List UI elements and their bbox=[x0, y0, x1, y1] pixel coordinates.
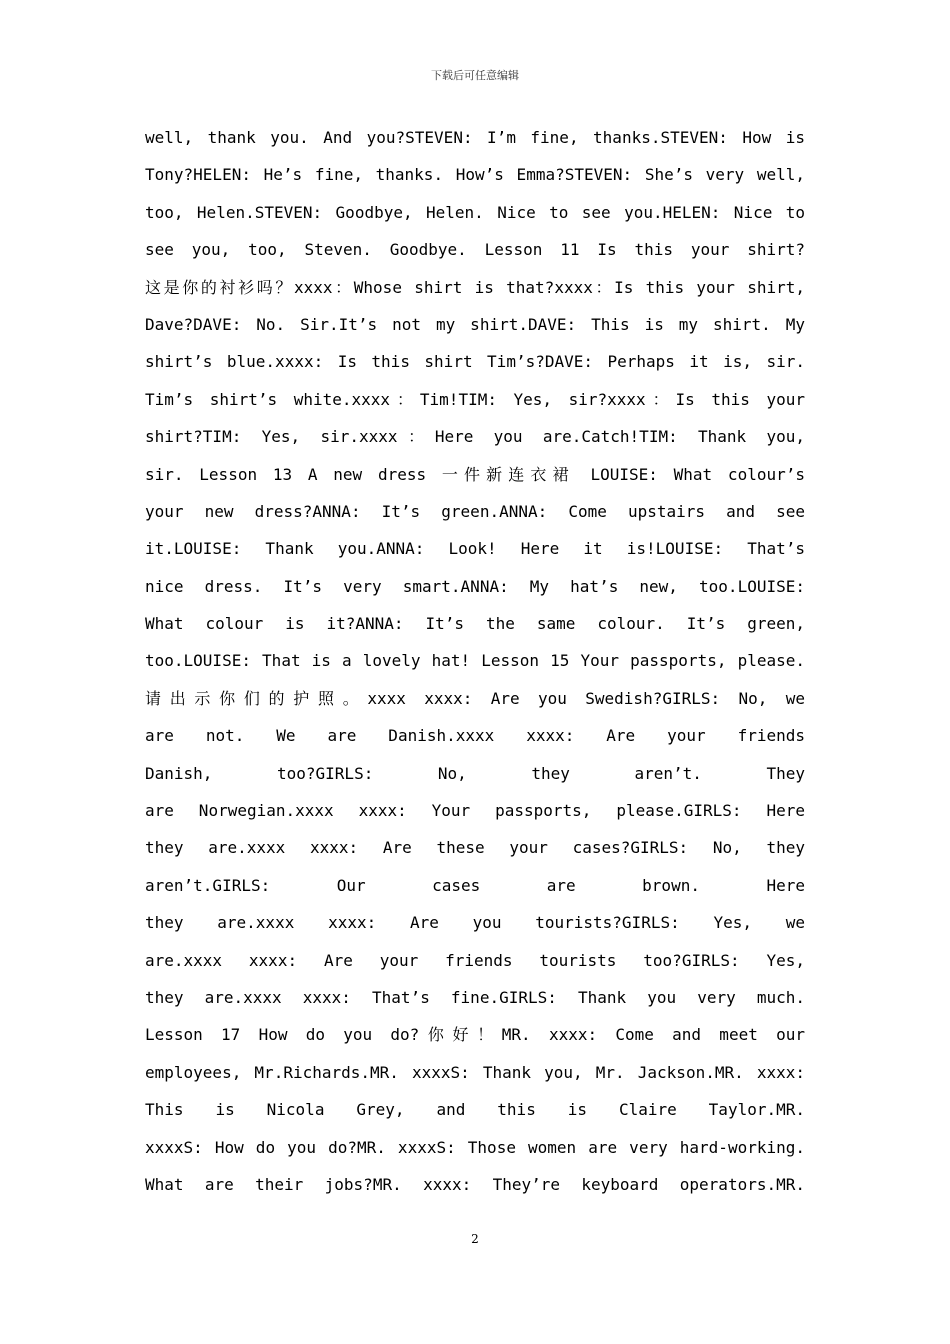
text-line: they are.xxxx xxxx: Are you tourists?GIRLS: Yes, we bbox=[145, 913, 805, 933]
text-line: are.xxxx xxxx: Are your friends tourists too?GIRLS: Yes, bbox=[145, 950, 805, 970]
text-line: Danish, too?GIRLS: No, they aren’t. They bbox=[145, 763, 805, 783]
text-line: see you, too, Steven. Goodbye. Lesson 11 Is this your shirt? bbox=[145, 240, 805, 260]
text-line: Dave?DAVE: No. Sir.It’s not my shirt.DAVE: This is my shirt. My bbox=[145, 314, 805, 334]
text-line: too, Helen.STEVEN: Goodbye, Helen. Nice to see you.HELEN: Nice to bbox=[145, 202, 805, 222]
text-line: What colour is it?ANNA: It’s the same colour. It’s green, bbox=[145, 614, 805, 634]
document-body bbox=[145, 124, 805, 1208]
text-line: they are.xxxx xxxx: That’s fine.GIRLS: Thank you very much. bbox=[145, 987, 805, 1007]
text-line: are not. We are Danish.xxxx xxxx: Are your friends bbox=[145, 726, 805, 746]
page-number: 2 bbox=[471, 1232, 479, 1246]
text-line: are Norwegian.xxxx xxxx: Your passports, please.GIRLS: Here bbox=[145, 801, 805, 821]
text-line: xxxxS: How do you do?MR. xxxxS: Those women are very hard-working. bbox=[145, 1137, 805, 1157]
text-line: it.LOUISE: Thank you.ANNA: Look! Here it is!LOUISE: That’s bbox=[145, 539, 805, 559]
text-line: 这是你的衬衫吗？xxxx：Whose shirt is that?xxxx：Is this your shirt, bbox=[145, 277, 805, 297]
text-line: employees, Mr.Richards.MR. xxxxS: Thank you, Mr. Jackson.MR. xxxx: bbox=[145, 1062, 805, 1082]
text-line: This is Nicola Grey, and this is Claire Taylor.MR. bbox=[145, 1100, 805, 1120]
text-line: Lesson 17 How do you do?你好！MR. xxxx: Come and meet our bbox=[145, 1025, 805, 1045]
text-line: shirt’s blue.xxxx: Is this shirt Tim’s?DAVE: Perhaps it is, sir. bbox=[145, 352, 805, 372]
text-line: sir. Lesson 13 A new dress 一件新连衣裙 LOUISE: What colour’s bbox=[145, 464, 805, 484]
text-line: Tim’s shirt’s white.xxxx：Tim!TIM: Yes, sir?xxxx：Is this your bbox=[145, 389, 805, 409]
text-line: Tony?HELEN: He’s fine, thanks. How’s Emma?STEVEN: She’s very well, bbox=[145, 165, 805, 185]
page-header: 下载后可任意编辑 bbox=[431, 69, 519, 82]
text-line: What are their jobs?MR. xxxx: They’re keyboard operators.MR. bbox=[145, 1174, 805, 1194]
text-line: shirt?TIM: Yes, sir.xxxx：Here you are.Catch!TIM: Thank you, bbox=[145, 427, 805, 447]
text-line: well, thank you. And you?STEVEN: I’m fine, thanks.STEVEN: How is bbox=[145, 128, 805, 147]
text-line: they are.xxxx xxxx: Are these your cases?GIRLS: No, they bbox=[145, 838, 805, 858]
text-line: 请出示你们的护照。xxxx xxxx: Are you Swedish?GIRLS: No, we bbox=[145, 688, 805, 708]
text-line: your new dress?ANNA: It’s green.ANNA: Come upstairs and see bbox=[145, 501, 805, 521]
text-line: too.LOUISE: That is a lovely hat! Lesson 15 Your passports, please. bbox=[145, 651, 805, 671]
text-line: aren’t.GIRLS: Our cases are brown. Here bbox=[145, 875, 805, 895]
text-line: nice dress. It’s very smart.ANNA: My hat’s new, too.LOUISE: bbox=[145, 576, 805, 596]
